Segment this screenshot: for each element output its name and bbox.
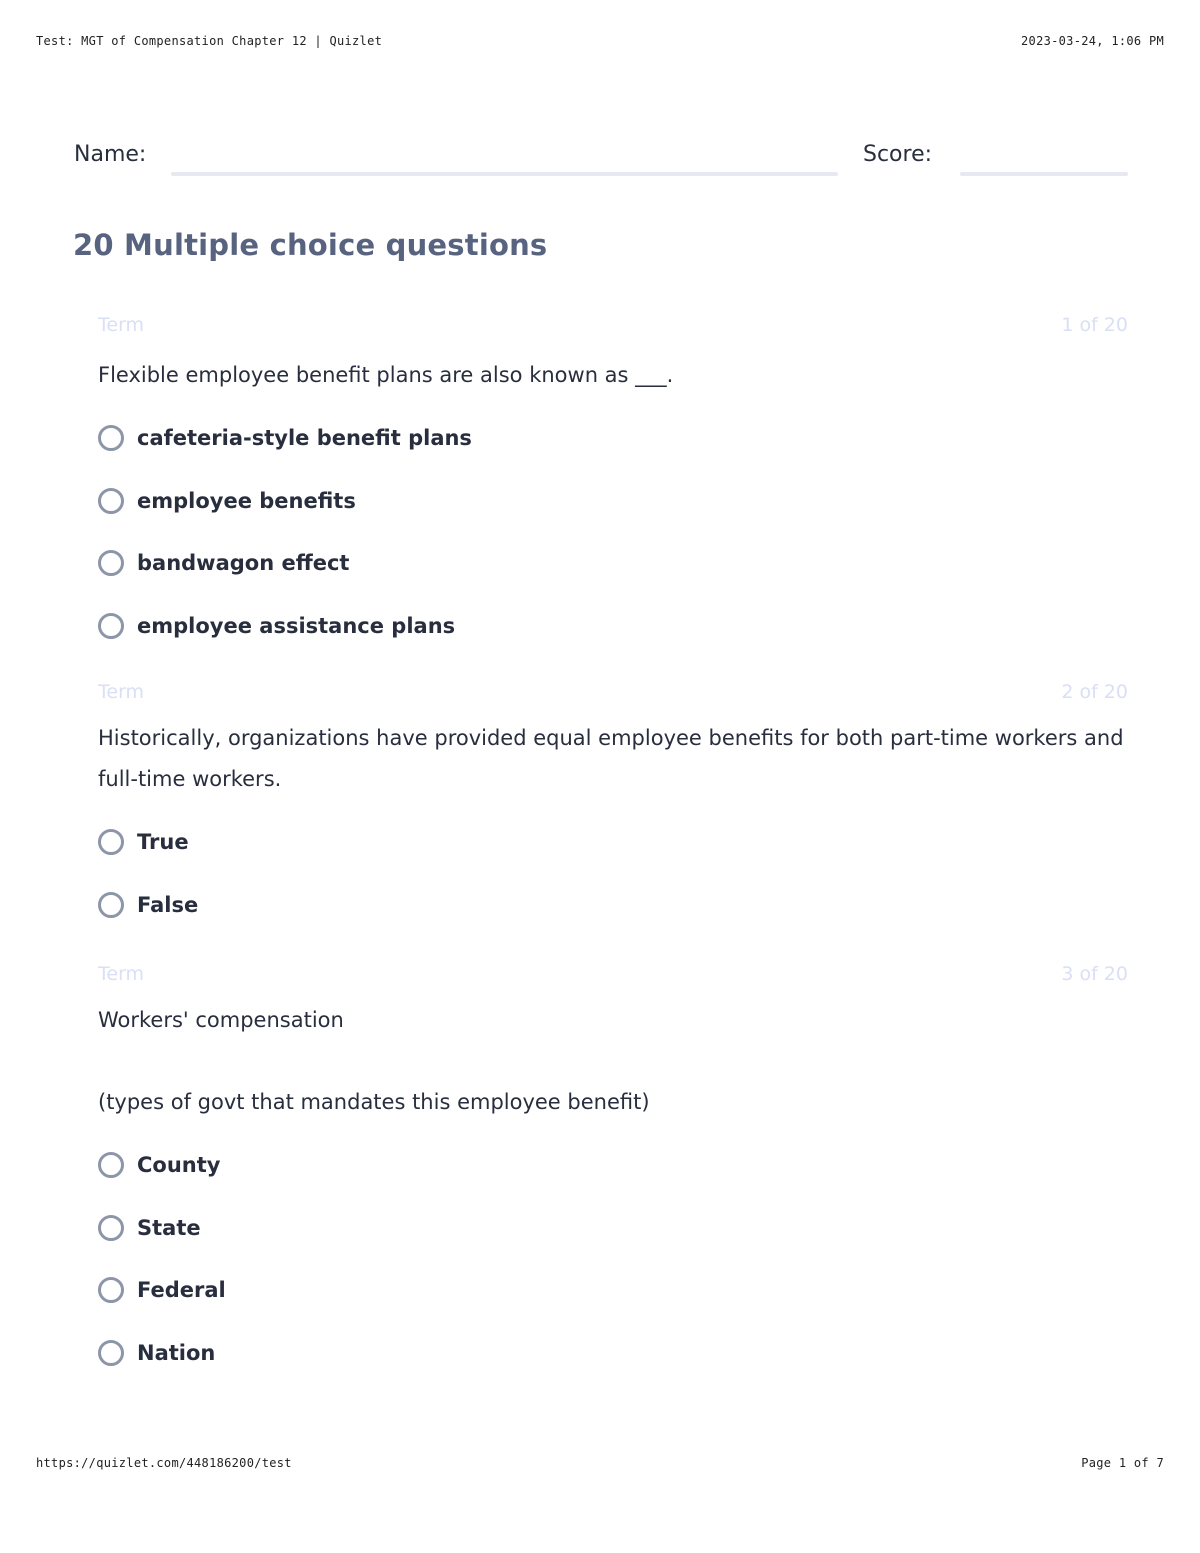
question-prompt: Flexible employee benefit plans are also known as ___.: [98, 363, 674, 387]
radio-circle-icon[interactable]: [98, 1340, 124, 1366]
print-footer: [36, 1456, 1164, 1470]
radio-circle-icon[interactable]: [98, 1277, 124, 1303]
answer-option[interactable]: [98, 1208, 1128, 1248]
answer-option[interactable]: [98, 1270, 1128, 1310]
radio-circle-icon[interactable]: [98, 892, 124, 918]
answer-text: employee assistance plans: [137, 613, 456, 638]
answer-option[interactable]: [98, 885, 1128, 925]
answer-text: False: [137, 892, 199, 917]
answer-text: bandwagon effect: [137, 551, 350, 575]
answer-text: cafeteria-style benefit plans: [137, 426, 472, 450]
answer-option[interactable]: [98, 543, 1128, 583]
answer-options: [98, 822, 1128, 925]
question-2: [98, 680, 1128, 947]
page-number: Page 1 of 7: [1081, 1456, 1164, 1470]
score-field[interactable]: [960, 172, 1128, 176]
answer-option[interactable]: [98, 822, 1128, 862]
answer-text: Nation: [137, 1340, 216, 1365]
score-label: Score:: [863, 142, 933, 167]
question-prompt: Historically, organizations have provided equal employee benefits for both part-time workers and full-time workers.: [98, 726, 1124, 791]
name-score-row: [74, 142, 1128, 178]
answer-option[interactable]: [98, 418, 1128, 458]
name-label: Name:: [74, 142, 147, 167]
term-label: Term: [98, 963, 145, 985]
radio-circle-icon[interactable]: [98, 550, 124, 576]
answer-option[interactable]: [98, 1333, 1128, 1373]
question-1: [98, 313, 1128, 668]
radio-circle-icon[interactable]: [98, 1152, 124, 1178]
answer-text: County: [137, 1153, 221, 1177]
radio-circle-icon[interactable]: [98, 829, 124, 855]
term-label: Term: [98, 314, 145, 336]
answer-text: State: [137, 1215, 201, 1240]
answer-options: [98, 418, 1128, 646]
question-counter: 1 of 20: [1061, 314, 1128, 336]
question-prompt: Workers' compensation (types of govt that mandates this employee benefit): [98, 1008, 650, 1114]
name-field[interactable]: [171, 172, 838, 176]
answer-option[interactable]: [98, 481, 1128, 521]
radio-circle-icon[interactable]: [98, 488, 124, 514]
answer-option[interactable]: [98, 606, 1128, 646]
answer-option[interactable]: [98, 1145, 1128, 1185]
term-label: Term: [98, 681, 145, 703]
radio-circle-icon[interactable]: [98, 425, 124, 451]
question-meta: [98, 962, 1128, 986]
answer-text: Federal: [137, 1278, 226, 1302]
question-counter: 3 of 20: [1061, 963, 1128, 985]
answer-text: employee benefits: [137, 488, 356, 513]
radio-circle-icon[interactable]: [98, 613, 124, 639]
answer-options: [98, 1145, 1128, 1373]
radio-circle-icon[interactable]: [98, 1215, 124, 1241]
question-counter: 2 of 20: [1061, 681, 1128, 703]
print-footer-url[interactable]: https://quizlet.com/448186200/test: [36, 1456, 292, 1470]
print-header: [36, 34, 1164, 48]
question-meta: [98, 680, 1128, 704]
print-header-timestamp: 2023-03-24, 1:06 PM: [1021, 34, 1164, 48]
answer-text: True: [137, 830, 189, 854]
question-meta: [98, 313, 1128, 337]
print-header-title: Test: MGT of Compensation Chapter 12 | Quizlet: [36, 34, 383, 48]
section-title: 20 Multiple choice questions: [73, 228, 548, 262]
question-3: [98, 962, 1128, 1395]
